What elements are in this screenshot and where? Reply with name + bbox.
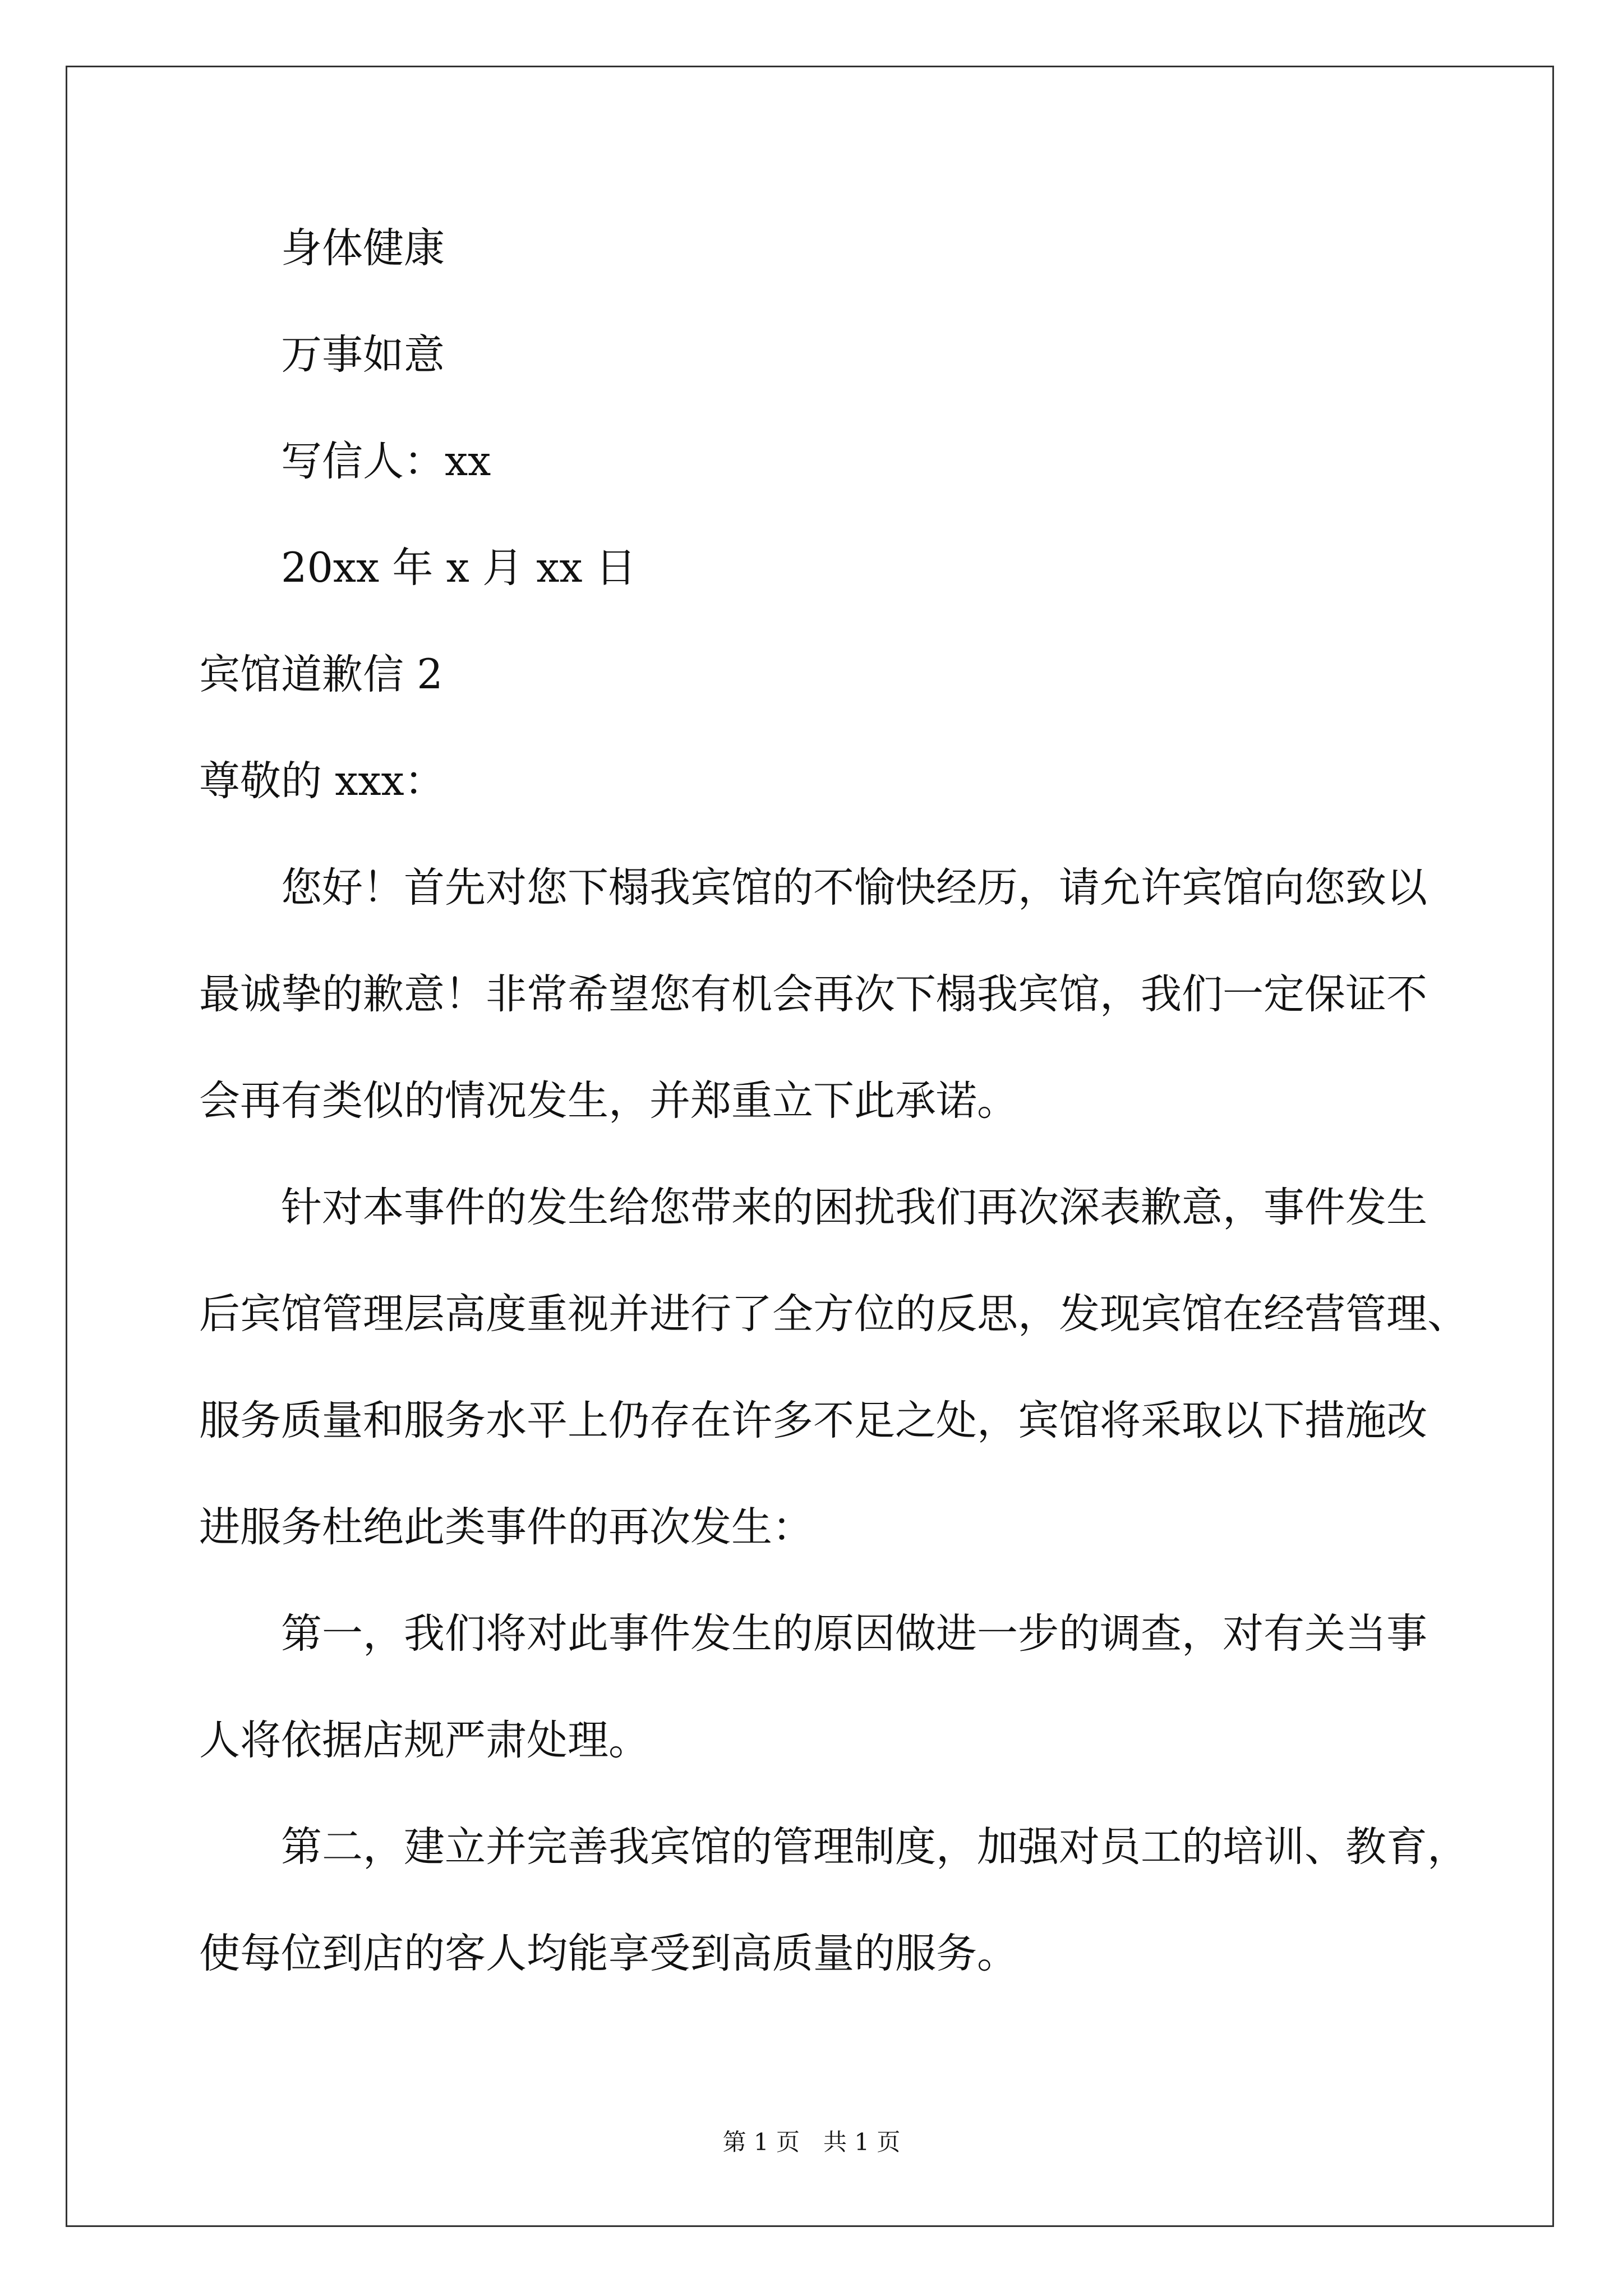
- paragraph-reflection: [199, 1154, 1534, 1581]
- closing-signer: 写信人：xx: [281, 438, 491, 485]
- closing-wish-health: 身体健康: [281, 224, 445, 272]
- closing-wish-fortune: 万事如意: [281, 331, 445, 379]
- letter-title: 宾馆道歉信 2: [199, 651, 443, 698]
- paragraph-line: 会再有类似的情况发生，并郑重立下此承诺。: [199, 1077, 1018, 1125]
- paragraph-line: 进服务杜绝此类事件的再次发生：: [199, 1503, 813, 1551]
- paragraph-line: 使每位到店的客人均能享受到高质量的服务。: [199, 1930, 1018, 1977]
- paragraph-line: 第二，建立并完善我宾馆的管理制度，加强对员工的培训、教育，: [281, 1823, 1468, 1871]
- paragraph-line: 后宾馆管理层高度重视并进行了全方位的反思，发现宾馆在经营管理、: [199, 1290, 1468, 1338]
- paragraph-greeting: [199, 835, 1534, 1154]
- letter-salutation: 尊敬的 xxx：: [199, 757, 445, 805]
- page-number-footer: 第 1 页 共 1 页: [722, 2128, 901, 2156]
- paragraph-line: 针对本事件的发生给您带来的困扰我们再次深表歉意，事件发生: [281, 1184, 1427, 1231]
- closing-date: 20xx 年 x 月 xx 日: [281, 544, 637, 592]
- paragraph-line: 您好！首先对您下榻我宾馆的不愉快经历，请允许宾馆向您致以: [281, 864, 1427, 912]
- paragraph-line: 第一，我们将对此事件发生的原因做进一步的调查，对有关当事: [281, 1610, 1427, 1658]
- paragraph-measure-two: [199, 1794, 1534, 2007]
- paragraph-line: 人将依据店规严肃处理。: [199, 1717, 649, 1764]
- document-body: [199, 195, 1534, 2007]
- paragraph-line: 服务质量和服务水平上仍存在许多不足之处，宾馆将采取以下措施改: [199, 1397, 1427, 1444]
- paragraph-line: 最诚挚的歉意！非常希望您有机会再次下榻我宾馆，我们一定保证不: [199, 970, 1427, 1018]
- paragraph-measure-one: [199, 1581, 1534, 1794]
